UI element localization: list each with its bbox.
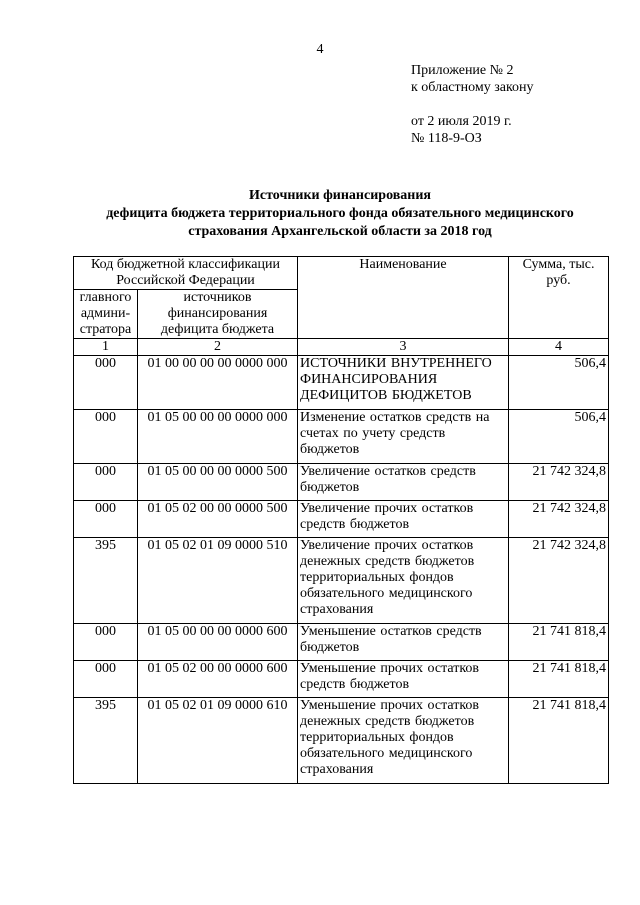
row-source-code: 01 05 00 00 00 0000 000 [138, 410, 298, 464]
row-sum: 21 741 818,4 [509, 698, 609, 784]
table-row [74, 410, 609, 464]
row-source-code: 01 05 00 00 00 0000 500 [138, 464, 298, 501]
title-line-1: Источники финансирования [249, 188, 431, 203]
row-admin-code: 000 [74, 501, 138, 538]
header-name: Наименование [298, 257, 509, 339]
table-row [74, 501, 609, 538]
row-source-code: 01 05 02 01 09 0000 510 [138, 538, 298, 624]
col-number-3: 3 [298, 339, 509, 356]
col-number-4: 4 [509, 339, 609, 356]
header-sources: источников финансирования дефицита бюджета [138, 290, 298, 339]
col-number-1: 1 [74, 339, 138, 356]
header-sum: Сумма, тыс. руб. [509, 257, 609, 339]
appendix-law-number: № 118-9-ОЗ [411, 131, 482, 146]
appendix-date: от 2 июля 2019 г. [411, 114, 512, 129]
row-name: Увеличение остатков средств бюджетов [298, 464, 509, 501]
row-sum: 506,4 [509, 356, 609, 410]
table-row [74, 698, 609, 784]
row-source-code: 01 05 02 00 00 0000 600 [138, 661, 298, 698]
table-row [74, 624, 609, 661]
row-sum: 21 742 324,8 [509, 538, 609, 624]
row-admin-code: 395 [74, 698, 138, 784]
table-row [74, 661, 609, 698]
row-sum: 506,4 [509, 410, 609, 464]
row-name: Увеличение прочих остатков денежных средств бюджетов территориальных фондов обязательного медицинского страхования [298, 538, 509, 624]
appendix-block [411, 62, 534, 147]
row-sum: 21 742 324,8 [509, 464, 609, 501]
table-row [74, 356, 609, 410]
row-name: Уменьшение остатков средств бюджетов [298, 624, 509, 661]
row-name: Уменьшение прочих остатков средств бюджетов [298, 661, 509, 698]
row-source-code: 01 05 02 00 00 0000 500 [138, 501, 298, 538]
document-title [60, 187, 620, 241]
row-admin-code: 395 [74, 538, 138, 624]
budget-sources-table [73, 256, 609, 784]
col-number-2: 2 [138, 339, 298, 356]
row-admin-code: 000 [74, 661, 138, 698]
row-sum: 21 742 324,8 [509, 501, 609, 538]
row-admin-code: 000 [74, 356, 138, 410]
row-admin-code: 000 [74, 464, 138, 501]
table-row [74, 464, 609, 501]
header-admin: главного админи-стратора [74, 290, 138, 339]
title-line-3: страхования Архангельской области за 2018 год [188, 224, 492, 239]
header-row-1 [74, 257, 609, 290]
row-source-code: 01 05 00 00 00 0000 600 [138, 624, 298, 661]
row-sum: 21 741 818,4 [509, 661, 609, 698]
page-number: 4 [316, 42, 324, 57]
row-source-code: 01 00 00 00 00 0000 000 [138, 356, 298, 410]
row-admin-code: 000 [74, 624, 138, 661]
row-sum: 21 741 818,4 [509, 624, 609, 661]
title-line-2: дефицита бюджета территориального фонда обязательного медицинского [106, 206, 574, 221]
appendix-number: Приложение № 2 [411, 63, 514, 78]
row-name: Увеличение прочих остатков средств бюджетов [298, 501, 509, 538]
header-code-group: Код бюджетной классификации Российской Федерации [74, 257, 298, 290]
row-name: Уменьшение прочих остатков денежных средств бюджетов территориальных фондов обязательного медицинского страхования [298, 698, 509, 784]
row-name: Изменение остатков средств на счетах по учету средств бюджетов [298, 410, 509, 464]
row-source-code: 01 05 02 01 09 0000 610 [138, 698, 298, 784]
row-name: ИСТОЧНИКИ ВНУТРЕННЕГО ФИНАНСИРОВАНИЯ ДЕФИЦИТОВ БЮДЖЕТОВ [298, 356, 509, 410]
column-numbers-row [74, 339, 609, 356]
appendix-law-ref: к областному закону [411, 80, 534, 95]
table-row [74, 538, 609, 624]
row-admin-code: 000 [74, 410, 138, 464]
